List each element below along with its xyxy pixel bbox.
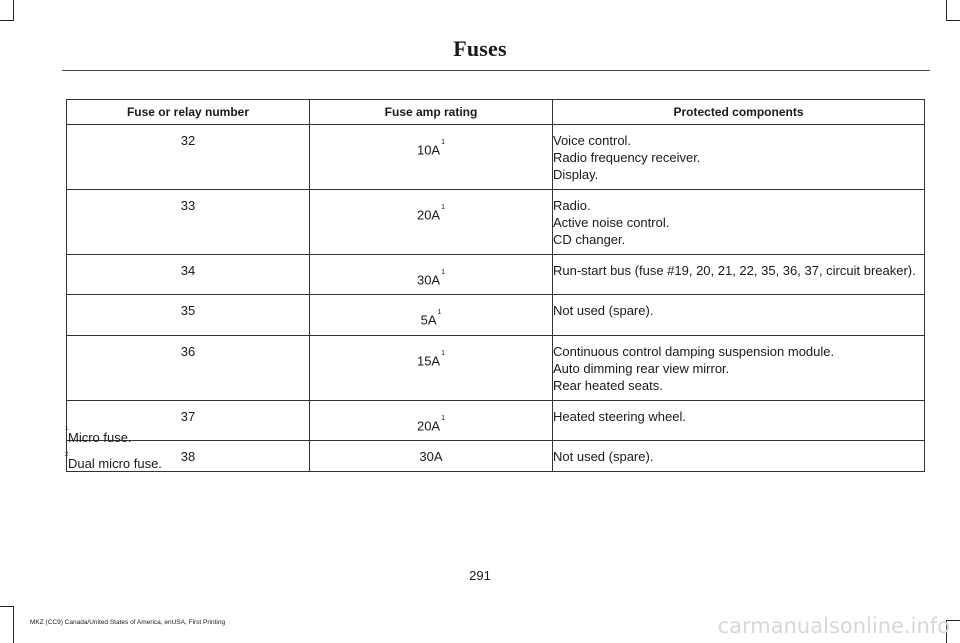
fuse-number: 35 [67, 295, 310, 335]
component-line: Auto dimming rear view mirror. [553, 360, 730, 376]
component-line: Radio. [553, 198, 591, 213]
fuse-number: 36 [67, 335, 310, 400]
amp-rating [310, 190, 553, 255]
protected-components [553, 400, 925, 440]
page-number: 291 [469, 568, 491, 583]
component-line: Display. [553, 167, 599, 182]
amp-value: 20A [416, 207, 441, 223]
table-row [67, 440, 925, 471]
protected-components [553, 440, 925, 471]
fuse-number: 32 [67, 125, 310, 190]
component-line: Run-start bus (fuse #19, 20, 21, 22, 35, 36, 37, circuit breaker). [553, 263, 916, 278]
component-line: Voice control. [553, 133, 632, 148]
footnote-mark: 1 [65, 426, 69, 432]
component-line: Continuous control damping suspension module. [553, 343, 835, 359]
table-row [67, 335, 925, 400]
table-header-row [67, 100, 925, 125]
protected-components [553, 125, 925, 190]
crop-mark-bottom-left-h [0, 606, 14, 607]
amp-value: 30A [416, 272, 441, 288]
page-title: Fuses [453, 36, 507, 61]
fuse-table [66, 99, 925, 472]
crop-mark-top-right-h [946, 20, 960, 21]
footnote-ref: 1 [441, 269, 446, 276]
protected-components [553, 295, 925, 335]
fuse-number: 38 [67, 440, 310, 471]
table-row [67, 295, 925, 335]
amp-value: 15A [416, 352, 441, 368]
crop-mark-top-left-v [13, 0, 14, 21]
amp-value: 30A [419, 448, 443, 464]
footnote-text: Dual micro fuse. [68, 456, 162, 471]
amp-value: 20A [416, 417, 441, 433]
footnotes [66, 425, 162, 477]
protected-components [553, 335, 925, 400]
crop-mark-top-left-h [0, 20, 14, 21]
footnote-ref: 1 [441, 349, 446, 357]
header-protected-components: Protected components [553, 100, 925, 125]
amp-rating [310, 335, 553, 400]
amp-value: 10A [416, 142, 441, 158]
footnote-mark: 2 [65, 452, 69, 458]
footnote-ref: 1 [441, 414, 446, 422]
title-rule [62, 70, 930, 71]
amp-rating [310, 400, 553, 440]
fuse-number: 37 [67, 400, 310, 440]
component-line: Active noise control. [553, 215, 670, 230]
table-row [67, 125, 925, 190]
footnote-ref: 1 [441, 139, 446, 146]
protected-components [553, 255, 925, 295]
amp-value: 5A [420, 312, 437, 328]
component-line: Not used (spare). [553, 303, 654, 319]
footnote-text: Micro fuse. [68, 430, 132, 445]
fuse-number: 33 [67, 190, 310, 255]
amp-rating [310, 125, 553, 190]
fuse-number: 34 [67, 255, 310, 295]
crop-mark-top-right-v [946, 0, 947, 21]
amp-rating [310, 255, 553, 295]
printing-info: MKZ (CC9) Canada/United States of America, enUSA, First Printing [30, 619, 226, 626]
table-row [67, 190, 925, 255]
component-line: Not used (spare). [553, 448, 654, 464]
watermark: carmanualsonline.info [717, 614, 950, 638]
table-row [67, 400, 925, 440]
amp-rating [310, 440, 553, 471]
component-line: CD changer. [553, 232, 626, 247]
header-fuse-number: Fuse or relay number [67, 100, 310, 125]
table-row [67, 255, 925, 295]
amp-rating [310, 295, 553, 335]
protected-components [553, 190, 925, 255]
component-line: Radio frequency receiver. [553, 150, 701, 165]
footnote [66, 425, 162, 451]
component-line: Rear heated seats. [553, 377, 663, 393]
footnote [66, 451, 162, 477]
crop-mark-bottom-left-v [13, 606, 14, 643]
footnote-ref: 1 [437, 309, 442, 317]
header-amp-rating: Fuse amp rating [310, 100, 553, 125]
footnote-ref: 1 [441, 204, 446, 211]
component-line: Heated steering wheel. [553, 408, 686, 424]
